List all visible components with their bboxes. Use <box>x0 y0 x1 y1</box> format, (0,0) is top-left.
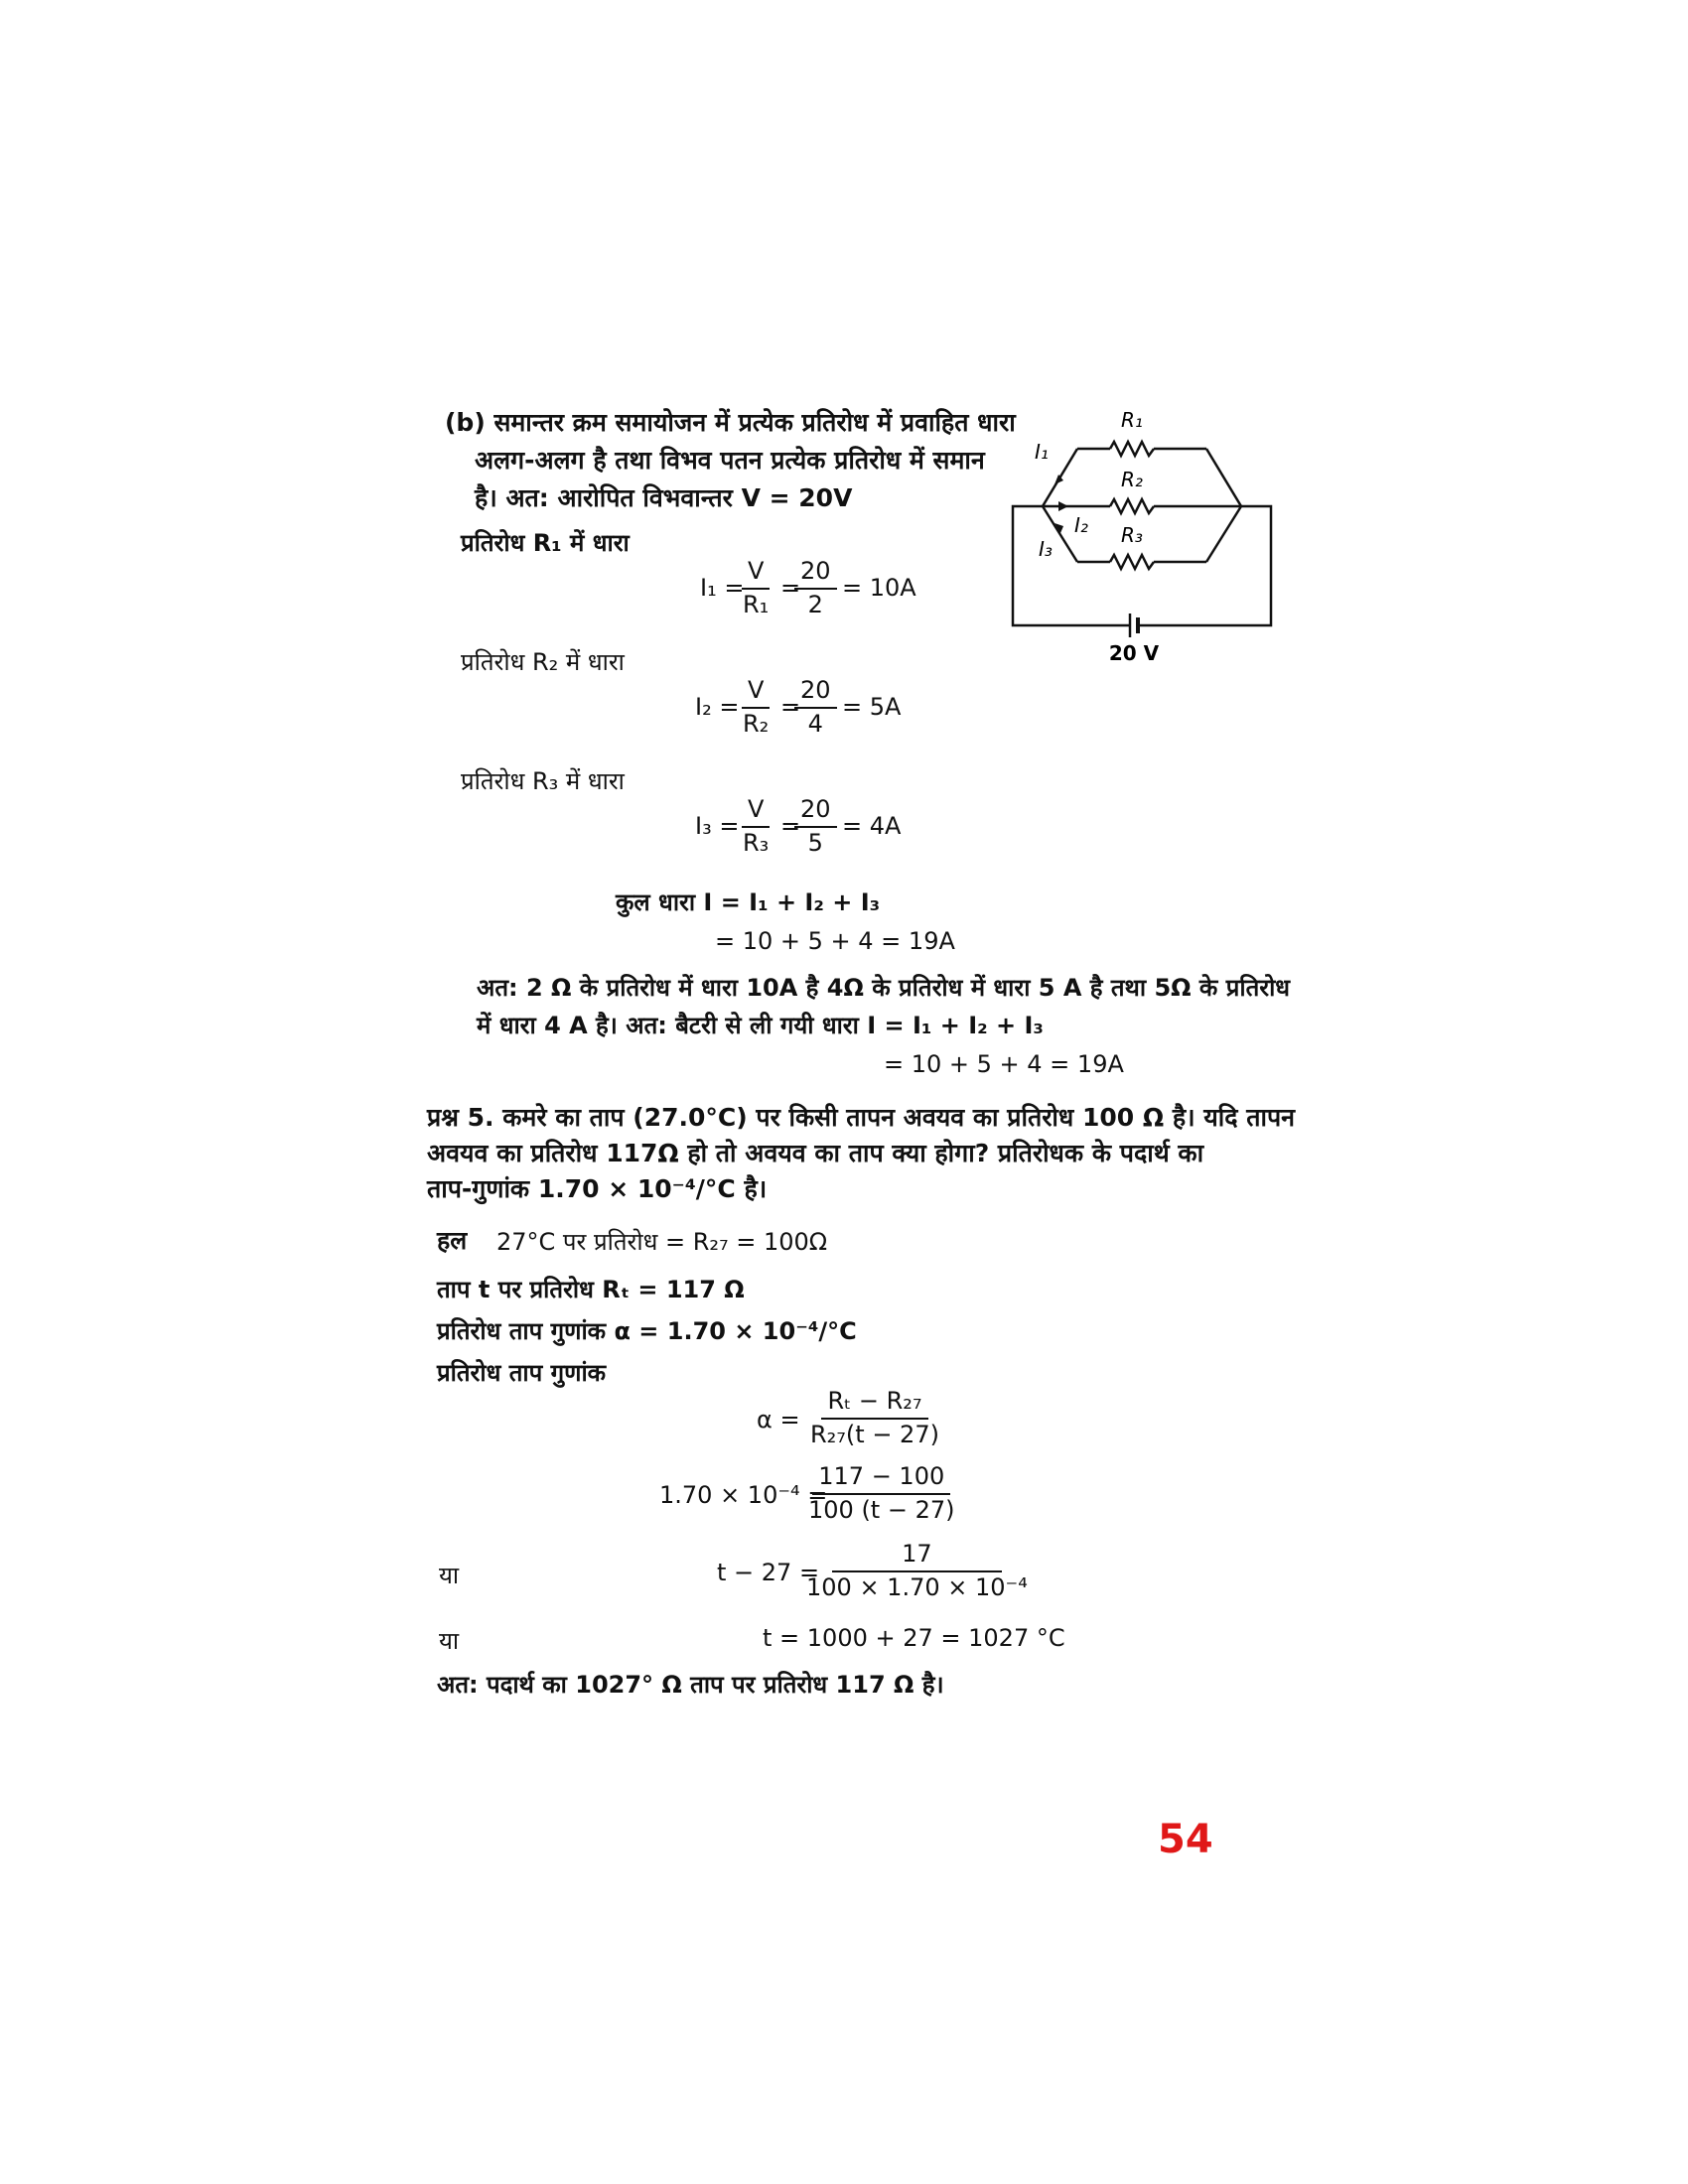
eq-i2-equals: = <box>780 693 801 721</box>
eq-i3-fraction-1 <box>737 796 774 857</box>
solution-given-2: ताप t पर प्रतिरोध Rₜ = 117 Ω <box>437 1276 745 1303</box>
t-minus-27-lhs: t − 27 = <box>717 1559 820 1586</box>
part-b-line-3: है। अत: आरोपित विभवान्तर V = 20V <box>475 483 853 512</box>
solution-given-3: प्रतिरोध ताप गुणांक α = 1.70 × 10⁻⁴/°C <box>437 1317 857 1345</box>
eq-i1-den-2: 2 <box>807 590 823 618</box>
resistor-r3 <box>1110 555 1154 569</box>
arrow-i2-icon <box>1058 501 1068 511</box>
label-i2: I₂ <box>1074 513 1088 537</box>
page-number: 54 <box>1158 1817 1213 1862</box>
question-5-line-3: ताप-गुणांक 1.70 × 10⁻⁴/°C है। <box>427 1174 768 1203</box>
substitution-denominator: 100 (t − 27) <box>808 1495 955 1524</box>
t-minus-27-fraction <box>800 1541 1034 1601</box>
parallel-circuit-diagram <box>1003 397 1281 675</box>
solution-heading: हल <box>437 1226 468 1255</box>
label-battery-voltage: 20 V <box>1108 641 1160 665</box>
eq-i3-lhs: I₃ = <box>695 812 740 840</box>
ya-label-1: या <box>439 1562 460 1589</box>
question-5-line-2: अवयव का प्रतिरोध 117Ω हो तो अवयव का ताप क्या होगा? प्रतिरोधक के पदार्थ का <box>427 1139 1204 1167</box>
eq-i3-num-2: 20 <box>794 796 837 828</box>
eq-i3-den-1: R₃ <box>743 828 770 857</box>
eq-i2-den-2: 4 <box>807 709 823 738</box>
solution-given-1: 27°C पर प्रतिरोध = R₂₇ = 100Ω <box>496 1228 828 1256</box>
eq-i1-result: = 10A <box>842 574 916 602</box>
conclusion-line-1: अत: 2 Ω के प्रतिरोध में धारा 10A है 4Ω के प्रतिरोध में धारा 5 A है तथा 5Ω के प्रतिरोध <box>477 974 1291 1002</box>
eq-i1-fraction-1 <box>737 558 774 618</box>
resistor-r1 <box>1110 442 1154 456</box>
alpha-denominator: R₂₇(t − 27) <box>810 1420 939 1448</box>
part-b-line-2: अलग-अलग है तथा विभव पतन प्रत्येक प्रतिरोध में समान <box>475 446 985 475</box>
conclusion-line-3: = 10 + 5 + 4 = 19A <box>884 1050 1124 1078</box>
substitution-numerator: 117 − 100 <box>812 1463 950 1495</box>
r1-current-label: प्रतिरोध R₁ में धारा <box>461 529 630 557</box>
ya-label-2: या <box>439 1627 460 1655</box>
eq-i3-fraction-2 <box>794 796 837 857</box>
eq-i1-num-2: 20 <box>794 558 837 590</box>
t-result: t = 1000 + 27 = 1027 °C <box>763 1624 1065 1652</box>
eq-i3-num-1: V <box>742 796 770 828</box>
eq-i2-fraction-1 <box>737 677 774 738</box>
alpha-numerator: Rₜ − R₂₇ <box>821 1388 927 1420</box>
substitution-lhs: 1.70 × 10⁻⁴ = <box>659 1481 828 1509</box>
t-minus-27-numerator: 17 <box>832 1541 1002 1572</box>
eq-i2-num-2: 20 <box>794 677 837 709</box>
substitution-fraction <box>802 1463 960 1524</box>
eq-i1-den-1: R₁ <box>743 590 770 618</box>
eq-i3-equals: = <box>780 812 801 840</box>
alpha-lhs: α = <box>757 1406 800 1433</box>
r2-current-label: प्रतिरोध R₂ में धारा <box>461 648 625 676</box>
label-r2: R₂ <box>1121 468 1143 491</box>
label-r1: R₁ <box>1121 408 1143 432</box>
total-current-line-1: कुल धारा I = I₁ + I₂ + I₃ <box>616 888 881 916</box>
label-r3: R₃ <box>1121 523 1143 547</box>
t-minus-27-denominator: 100 × 1.70 × 10⁻⁴ <box>806 1572 1028 1601</box>
alpha-fraction <box>804 1388 945 1448</box>
eq-i2-result: = 5A <box>842 693 902 721</box>
eq-i2-fraction-2 <box>794 677 837 738</box>
solution-given-4: प्रतिरोध ताप गुणांक <box>437 1359 607 1387</box>
total-current-line-2: = 10 + 5 + 4 = 19A <box>715 927 955 955</box>
resistor-r2 <box>1110 499 1154 513</box>
part-b-line-1: (b) समान्तर क्रम समायोजन में प्रत्येक प्रतिरोध में प्रवाहित धारा <box>445 408 1016 437</box>
question-5-line-1: प्रश्न 5. कमरे का ताप (27.0°C) पर किसी तापन अवयव का प्रतिरोध 100 Ω है। यदि तापन <box>427 1103 1296 1132</box>
eq-i1-num-1: V <box>742 558 770 590</box>
eq-i3-den-2: 5 <box>807 828 823 857</box>
eq-i1-equals: = <box>780 574 801 602</box>
label-i3: I₃ <box>1039 537 1053 561</box>
solution-final: अत: पदार्थ का 1027° Ω ताप पर प्रतिरोध 117 Ω है। <box>437 1671 944 1699</box>
label-i1: I₁ <box>1035 440 1049 464</box>
eq-i1-lhs: I₁ = <box>700 574 745 602</box>
r3-current-label: प्रतिरोध R₃ में धारा <box>461 767 625 795</box>
eq-i2-den-1: R₂ <box>743 709 770 738</box>
eq-i1-fraction-2 <box>794 558 837 618</box>
eq-i3-result: = 4A <box>842 812 902 840</box>
eq-i2-lhs: I₂ = <box>695 693 740 721</box>
eq-i2-num-1: V <box>742 677 770 709</box>
conclusion-line-2: में धारा 4 A है। अत: बैटरी से ली गयी धारा I = I₁ + I₂ + I₃ <box>477 1012 1044 1039</box>
